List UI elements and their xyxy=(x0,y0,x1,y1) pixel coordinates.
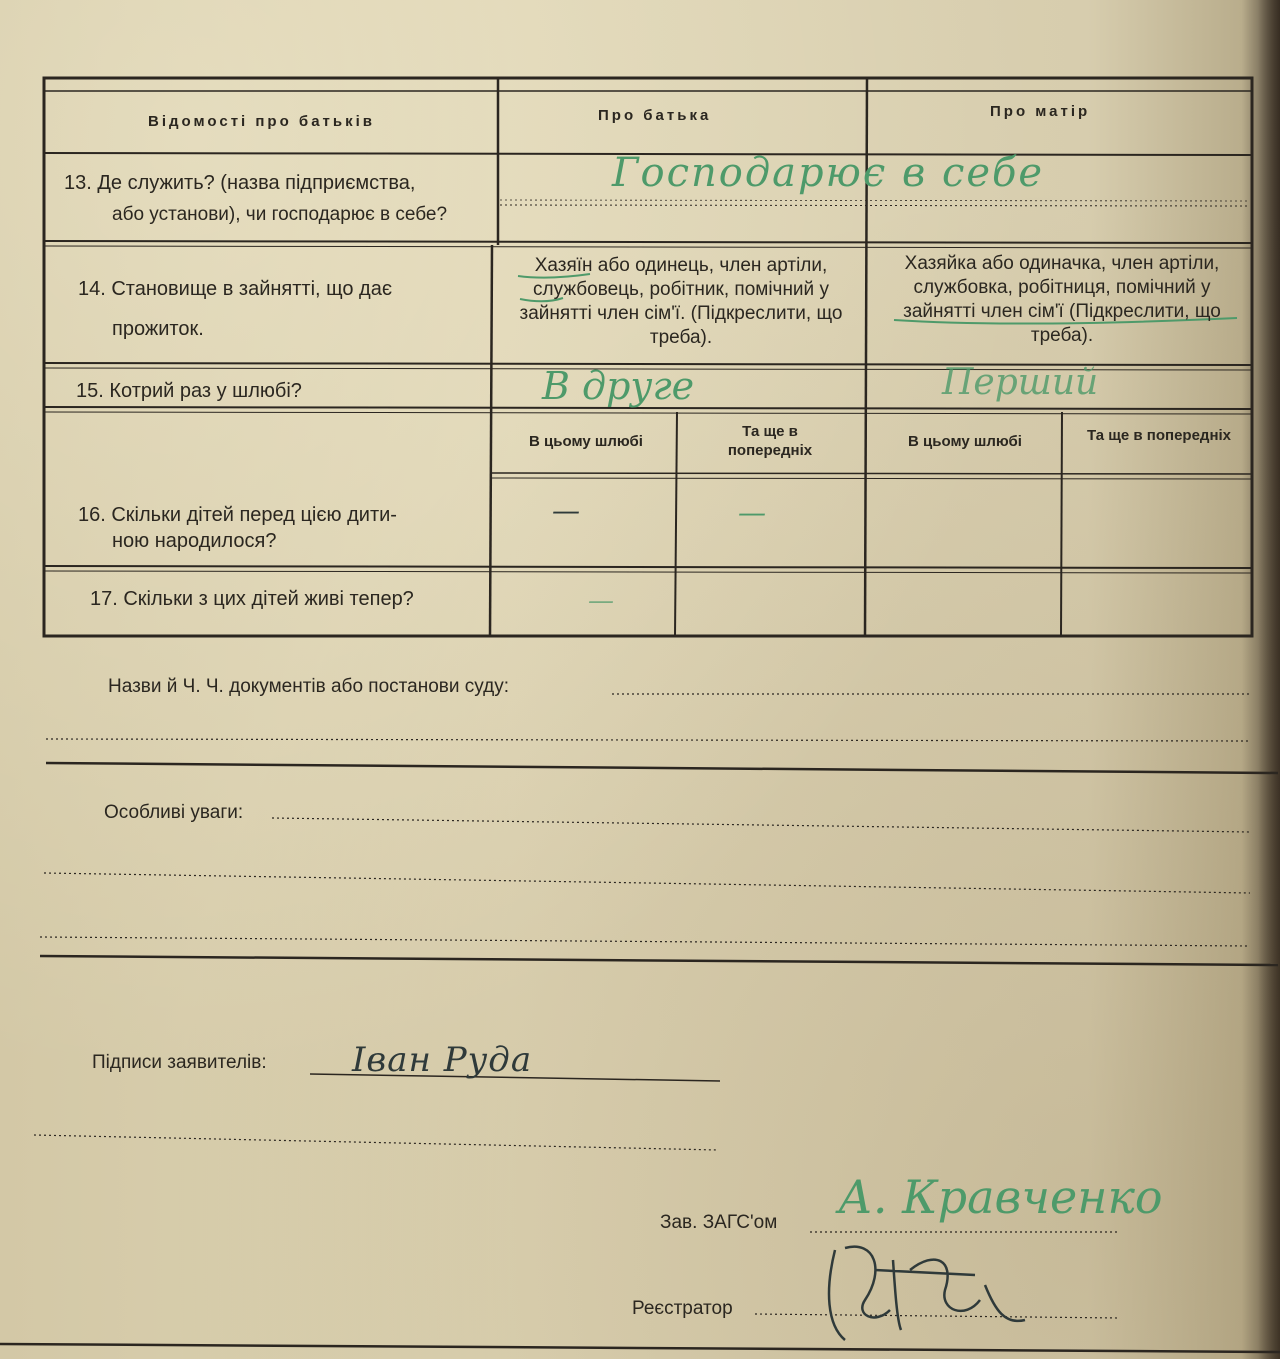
q16-mother-previous-header: Та ще в попередніх xyxy=(1086,427,1232,444)
registrar-signature-scribble xyxy=(815,1230,1045,1350)
q16-mother-this-marriage-header: В цьому шлюбі xyxy=(908,433,1022,450)
q17-label: 17. Скільки з цих дітей живі тепер? xyxy=(90,588,414,610)
q17-father-this-value: — xyxy=(588,586,614,616)
q14-mother-options: Хазяйка або одиначка, член артіли, службовка, робітниця, помічний у зайнятті член сім'ї (Підкреслити, що треба). xyxy=(903,253,1221,346)
notes-label: Особливі уваги: xyxy=(104,802,244,823)
q15-mother-answer: Перший xyxy=(942,362,1099,403)
registrar-label: Реєстратор xyxy=(632,1298,733,1319)
header-info-column: Відомості про батьків xyxy=(148,113,375,130)
q15-father-answer: В друге xyxy=(542,364,695,408)
applicants-signatures-label: Підписи заявителів: xyxy=(92,1052,267,1073)
applicants-signature: Іван Руда xyxy=(352,1040,533,1080)
q14-line1: 14. Становище в зайнятті, що дає xyxy=(78,278,393,300)
q13-handwritten-answer: Господарює в себе xyxy=(612,150,1045,196)
q16-line2: ною народилося? xyxy=(112,530,277,552)
q16-father-previous-value: — xyxy=(738,496,766,529)
zags-head-signature: А. Кравченко xyxy=(838,1170,1163,1224)
q16-father-this-marriage-header: В цьому шлюбі xyxy=(529,433,643,450)
documents-label: Назви й Ч. Ч. документів або постанови суду: xyxy=(108,676,509,697)
header-mother-column: Про матір xyxy=(990,103,1091,120)
q14-father-options: Хазяїн або одинець, член артіли, службовець, робітник, помічний у зайнятті член сім'ї. (Підкреслити, що треба). xyxy=(519,255,843,348)
q14-line2: прожиток. xyxy=(112,318,204,340)
q15-label: 15. Котрий раз у шлюбі? xyxy=(76,380,302,402)
q16-father-this-value: — xyxy=(552,494,580,527)
q16-line1: 16. Скільки дітей перед цією дити- xyxy=(78,504,397,526)
q13-line2: або установи), чи господарює в себе? xyxy=(112,204,448,225)
zags-head-label: Зав. ЗАГС'ом xyxy=(660,1212,778,1233)
q16-father-previous-header: Та ще в попередніх xyxy=(727,423,813,459)
q13-line1: 13. Де служить? (назва підприємства, xyxy=(64,172,416,194)
header-father-column: Про батька xyxy=(598,107,712,124)
